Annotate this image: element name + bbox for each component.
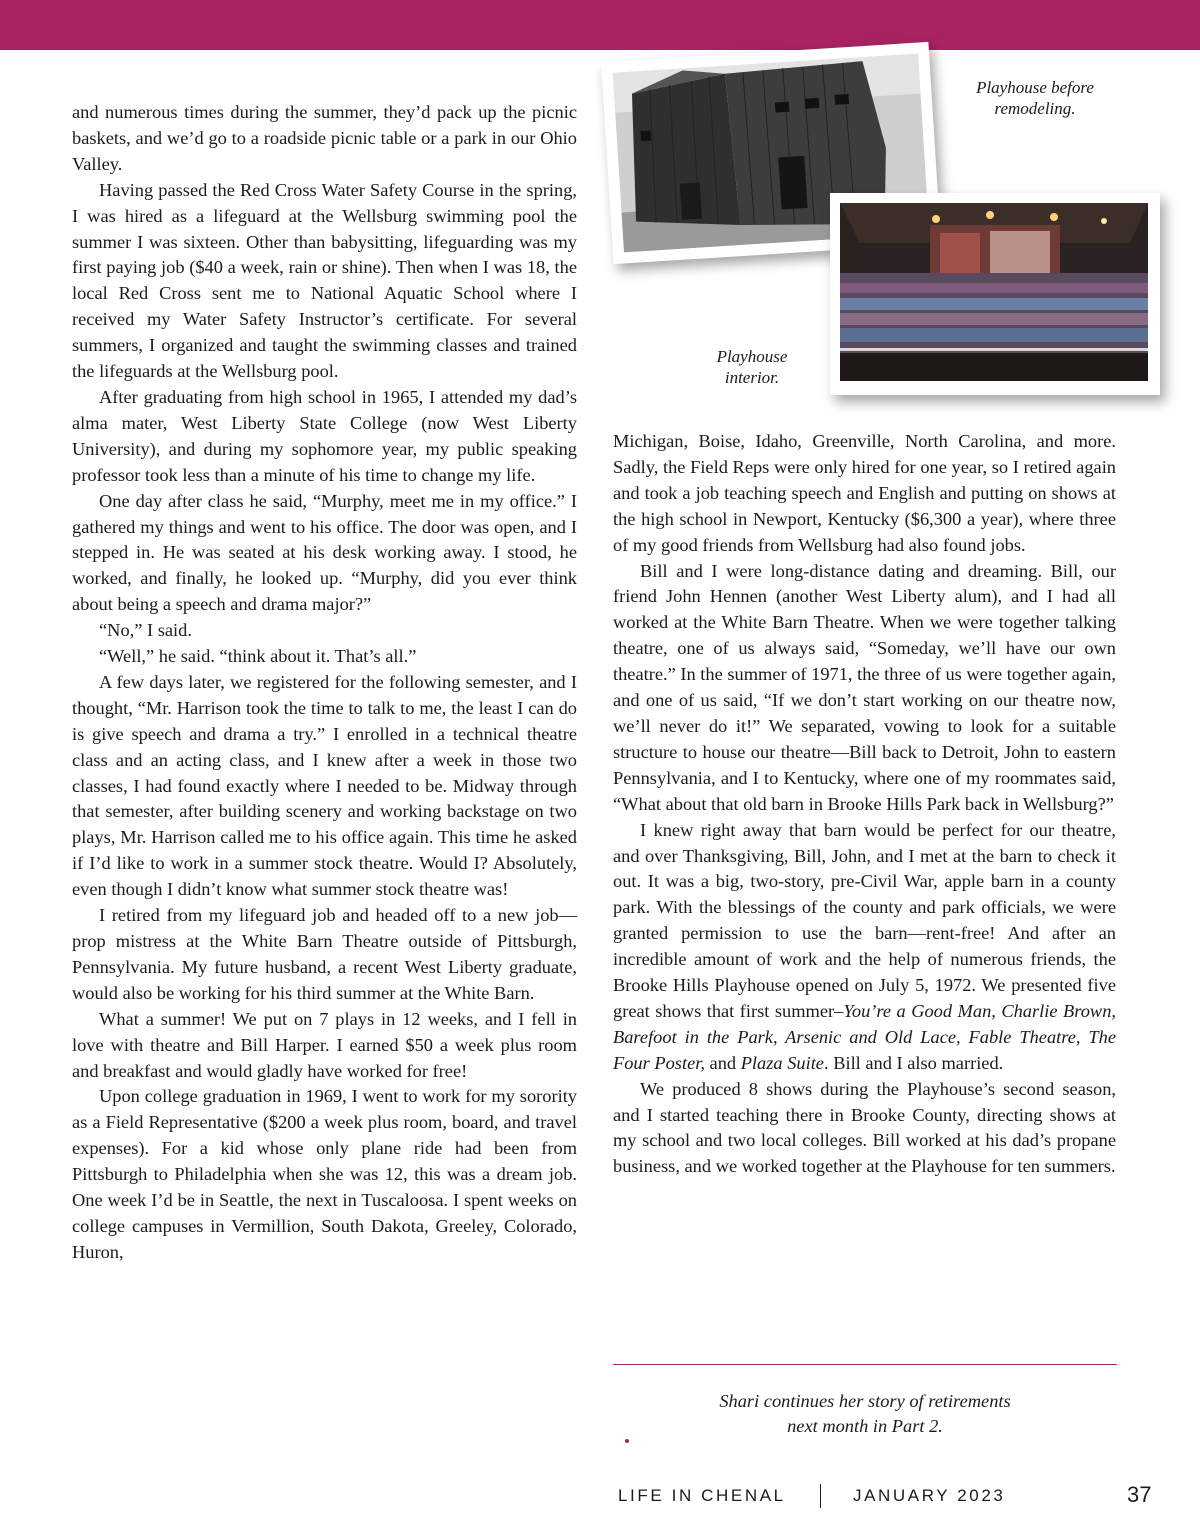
interior-photo-caption: [688, 346, 816, 388]
show-titles: You’re a Good Man, Charlie Brown, Barefoot in the Park, Arsenic and Old Lace, Fable Theatre, The Four Poster,: [613, 1000, 1116, 1073]
end-note-line2-text: next month in Part 2.: [787, 1416, 943, 1436]
end-note: [613, 1389, 1117, 1443]
footer-separator: [820, 1484, 821, 1508]
paragraph: What a summer! We put on 7 plays in 12 weeks, and I fell in love with theatre and Bill Harper. I earned $50 a week plus room and breakfast and would gladly have worked for free!: [72, 1008, 577, 1081]
barn-photo-caption: [950, 77, 1120, 119]
paragraph: “Well,” he said. “think about it. That’s all.”: [99, 646, 417, 667]
paragraph: A few days later, we registered for the following semester, and I thought, “Mr. Harrison took the time to talk to me, the least I can do is give speech and drama a try.” I enrolled in a technical theatre class and an acting class, and I knew after a week in those two classes, I had found exactly where I needed to be. Midway through that semester, after building scenery and working backstage on two plays, Mr. Harrison called me to his office again. This time he asked if I’d like to work in a summer stock theatre. Would I? Absolutely, even though I didn’t know what summer stock theatre was!: [72, 671, 577, 900]
conjunction: and: [704, 1052, 741, 1073]
page-number: 37: [1127, 1482, 1152, 1507]
interior-photo-image: [840, 203, 1148, 381]
barn-caption-line2: remodeling.: [994, 99, 1076, 118]
article-column-left: [72, 100, 577, 1266]
paragraph-text-end: Bill and I also married.: [833, 1052, 1004, 1073]
end-note-line1: Shari continues her story of retirements: [719, 1391, 1011, 1411]
interior-caption-line2: interior.: [724, 368, 780, 387]
end-bullet-icon: [625, 1439, 629, 1443]
paragraph: and numerous times during the summer, they’d pack up the picnic baskets, and we’d go to a roadside picnic table or a park in our Ohio Valley.: [72, 102, 577, 174]
paragraph-text: I knew right away that barn would be perfect for our theatre, and over Thanksgiving, Bill, John, and I met at the barn to check it out. It was a big, two-story, pre-Civil War, apple barn in a county park. With the blessings of the county and park officials, we were granted permission to use the barn—rent-free! And after an incredible amount of work and the help of numerous friends, the Brooke Hills Playhouse opened on July 5, 1972. We presented five great shows that first summer–: [613, 819, 1116, 1021]
show-title-last: Plaza Suite: [740, 1052, 824, 1073]
barn-caption-line1: Playhouse before: [976, 78, 1094, 97]
paragraph: We produced 8 shows during the Playhouse’s second season, and I started teaching there in Brooke County, directing shows at my school and two local colleges. Bill worked at his dad’s propane business, and we worked together at the Playhouse for ten summers.: [613, 1078, 1116, 1177]
paragraph: After graduating from high school in 1965, I attended my dad’s alma mater, West Liberty State College (now West Liberty University), and during my sophomore year, my public speaking professor took less than a minute of his time to change my life.: [72, 386, 577, 485]
top-color-bar: [0, 0, 1200, 50]
paragraph: I retired from my lifeguard job and headed off to a new job—prop mistress at the White Barn Theatre outside of Pittsburgh, Pennsylvania. My future husband, a recent West Liberty graduate, would also be working for his third summer at the White Barn.: [72, 905, 577, 1003]
paragraph: Having passed the Red Cross Water Safety Course in the spring, I was hired as a lifeguard at the Wellsburg swimming pool the summer I was sixteen. Other than babysitting, lifeguarding was my first paying job ($40 a week, rain or shine). Then when I was 18, the local Red Cross sent me to National Aquatic School where I received my Water Safety Instructor’s certificate. For several summers, I organized and taught the swimming classes and trained the lifeguards at the Wellsburg pool.: [72, 179, 577, 382]
end-note-line2: [613, 1414, 1117, 1443]
paragraph: [613, 818, 1116, 1077]
paragraph: Michigan, Boise, Idaho, Greenville, North Carolina, and more. Sadly, the Field Reps were only hired for one year, so I retired again and took a job teaching speech and English and putting on shows at the high school in Newport, Kentucky ($6,300 a year), where three of my good friends from Wellsburg had also found jobs.: [613, 431, 1116, 555]
paragraph: Bill and I were long-distance dating and dreaming. Bill, our friend John Hennen (another West Liberty alum), and I had all worked at the White Barn Theatre. When we were together talking theatre, one of us always said, “Someday, we’ll have our own theatre.” In the summer of 1971, the three of us were together again, and one of us said, “If we don’t start working on our theatre now, we’ll never do it!” We separated, vowing to look for a suitable structure to house our theatre—Bill back to Detroit, John to eastern Pennsylvania, and I to Kentucky, where one of my roommates said, “What about that old barn in Brooke Hills Park back in Wellsburg?”: [613, 560, 1116, 814]
paragraph: One day after class he said, “Murphy, meet me in my office.” I gathered my things and went to his office. The door was open, and I stepped in. He was seated at his desk working away. I stood, he worked, and finally, he looked up. “Murphy, did you ever think about being a speech and drama major?”: [72, 490, 577, 615]
paragraph: “No,” I said.: [99, 620, 192, 641]
end-note-divider: [613, 1364, 1117, 1365]
article-column-right: [613, 429, 1116, 1180]
footer-magazine-title: LIFE IN CHENAL: [618, 1486, 786, 1505]
interior-caption-line1: Playhouse: [716, 347, 788, 366]
period: .: [823, 1052, 829, 1073]
footer-issue-date: JANUARY 2023: [853, 1486, 1006, 1505]
interior-photo: [830, 193, 1160, 395]
paragraph: Upon college graduation in 1969, I went to work for my sorority as a Field Representative ($200 a week plus room, board, and travel expenses). For a kid whose only plane ride had been from Pittsburgh to Philadelphia when she was 12, this was a dream job. One week I’d be in Seattle, the next in Tuscaloosa. I spent weeks on college campuses in Vermillion, South Dakota, Greeley, Colorado, Huron,: [72, 1086, 577, 1262]
